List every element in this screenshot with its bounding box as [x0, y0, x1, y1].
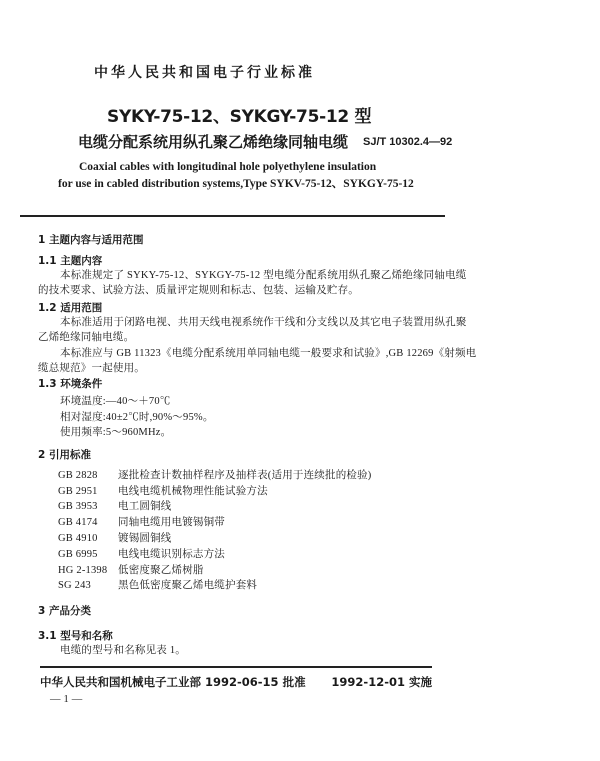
- body-line: 使用频率:5～960MHz。: [60, 427, 172, 438]
- implementation-date: 1992-12-01 实施: [331, 675, 432, 689]
- body-line: 缆总规范》一起使用。: [38, 363, 145, 374]
- reference-title: 逐批检查计数抽样程序及抽样表(适用于连续批的检验): [118, 470, 372, 481]
- section-2-heading: 2 引用标准: [38, 449, 91, 461]
- reference-code: GB 4910: [58, 533, 98, 544]
- reference-title: 电线电缆识别标志方法: [118, 549, 225, 560]
- section-1-3-heading: 1.3 环境条件: [38, 378, 103, 390]
- body-line: 相对湿度:40±2℃时,90%～95%。: [60, 412, 214, 423]
- reference-title: 同轴电缆用电镀锡铜带: [118, 517, 225, 528]
- approval-line: 中华人民共和国机械电子工业部 1992-06-15 批准: [40, 675, 306, 689]
- body-line: 环境温度:—40～＋70℃: [60, 396, 171, 407]
- body-line: 乙烯绝缘同轴电缆。: [38, 332, 135, 343]
- page-number: — 1 —: [50, 694, 83, 705]
- reference-code: GB 4174: [58, 517, 98, 528]
- reference-code: HG 2-1398: [58, 565, 108, 576]
- body-line: 本标准应与 GB 11323《电缆分配系统用单同轴电缆一般要求和试验》,GB 12269《射频电: [60, 348, 477, 359]
- body-line: 本标准适用于闭路电视、共用天线电视系统作干线和分支线以及其它电子装置用纵孔聚: [60, 317, 467, 328]
- body-line: 电缆的型号和名称见表 1。: [60, 645, 186, 656]
- body-line: 的技术要求、试验方法、质量评定规则和标志、包装、运输及贮存。: [38, 285, 359, 296]
- header-rule: [20, 215, 445, 217]
- reference-code: GB 6995: [58, 549, 98, 560]
- section-3-heading: 3 产品分类: [38, 605, 91, 617]
- reference-title: 电线电缆机械物理性能试验方法: [118, 486, 268, 497]
- reference-title: 镀锡圆铜线: [118, 533, 172, 544]
- section-1-1-heading: 1.1 主题内容: [38, 255, 103, 267]
- reference-title: 低密度聚乙烯树脂: [118, 565, 204, 576]
- section-3-1-heading: 3.1 型号和名称: [38, 630, 113, 642]
- title-line-1: SYKY-75-12、SYKGY-75-12 型: [107, 107, 372, 127]
- reference-title: 黑色低密度聚乙烯电缆护套料: [118, 580, 258, 591]
- section-1-heading: 1 主题内容与适用范围: [38, 234, 144, 246]
- reference-code: GB 2828: [58, 470, 98, 481]
- reference-title: 电工圆铜线: [118, 501, 172, 512]
- section-1-2-heading: 1.2 适用范围: [38, 302, 103, 314]
- english-title-line-2: for use in cabled distribution systems,Type SYKV-75-12、SYKGY-75-12: [58, 178, 414, 190]
- issuer-heading: 中华人民共和国电子行业标准: [94, 65, 315, 81]
- reference-code: SG 243: [58, 580, 91, 591]
- footer-rule: [40, 666, 432, 668]
- reference-code: GB 2951: [58, 486, 98, 497]
- standard-code: SJ/T 10302.4—92: [363, 136, 453, 148]
- reference-code: GB 3953: [58, 501, 98, 512]
- body-line: 本标准规定了 SYKY-75-12、SYKGY-75-12 型电缆分配系统用纵孔聚乙烯绝缘同轴电缆: [60, 270, 467, 281]
- title-line-2: 电缆分配系统用纵孔聚乙烯绝缘同轴电缆: [78, 133, 349, 151]
- english-title-line-1: Coaxial cables with longitudinal hole polyethylene insulation: [79, 161, 377, 173]
